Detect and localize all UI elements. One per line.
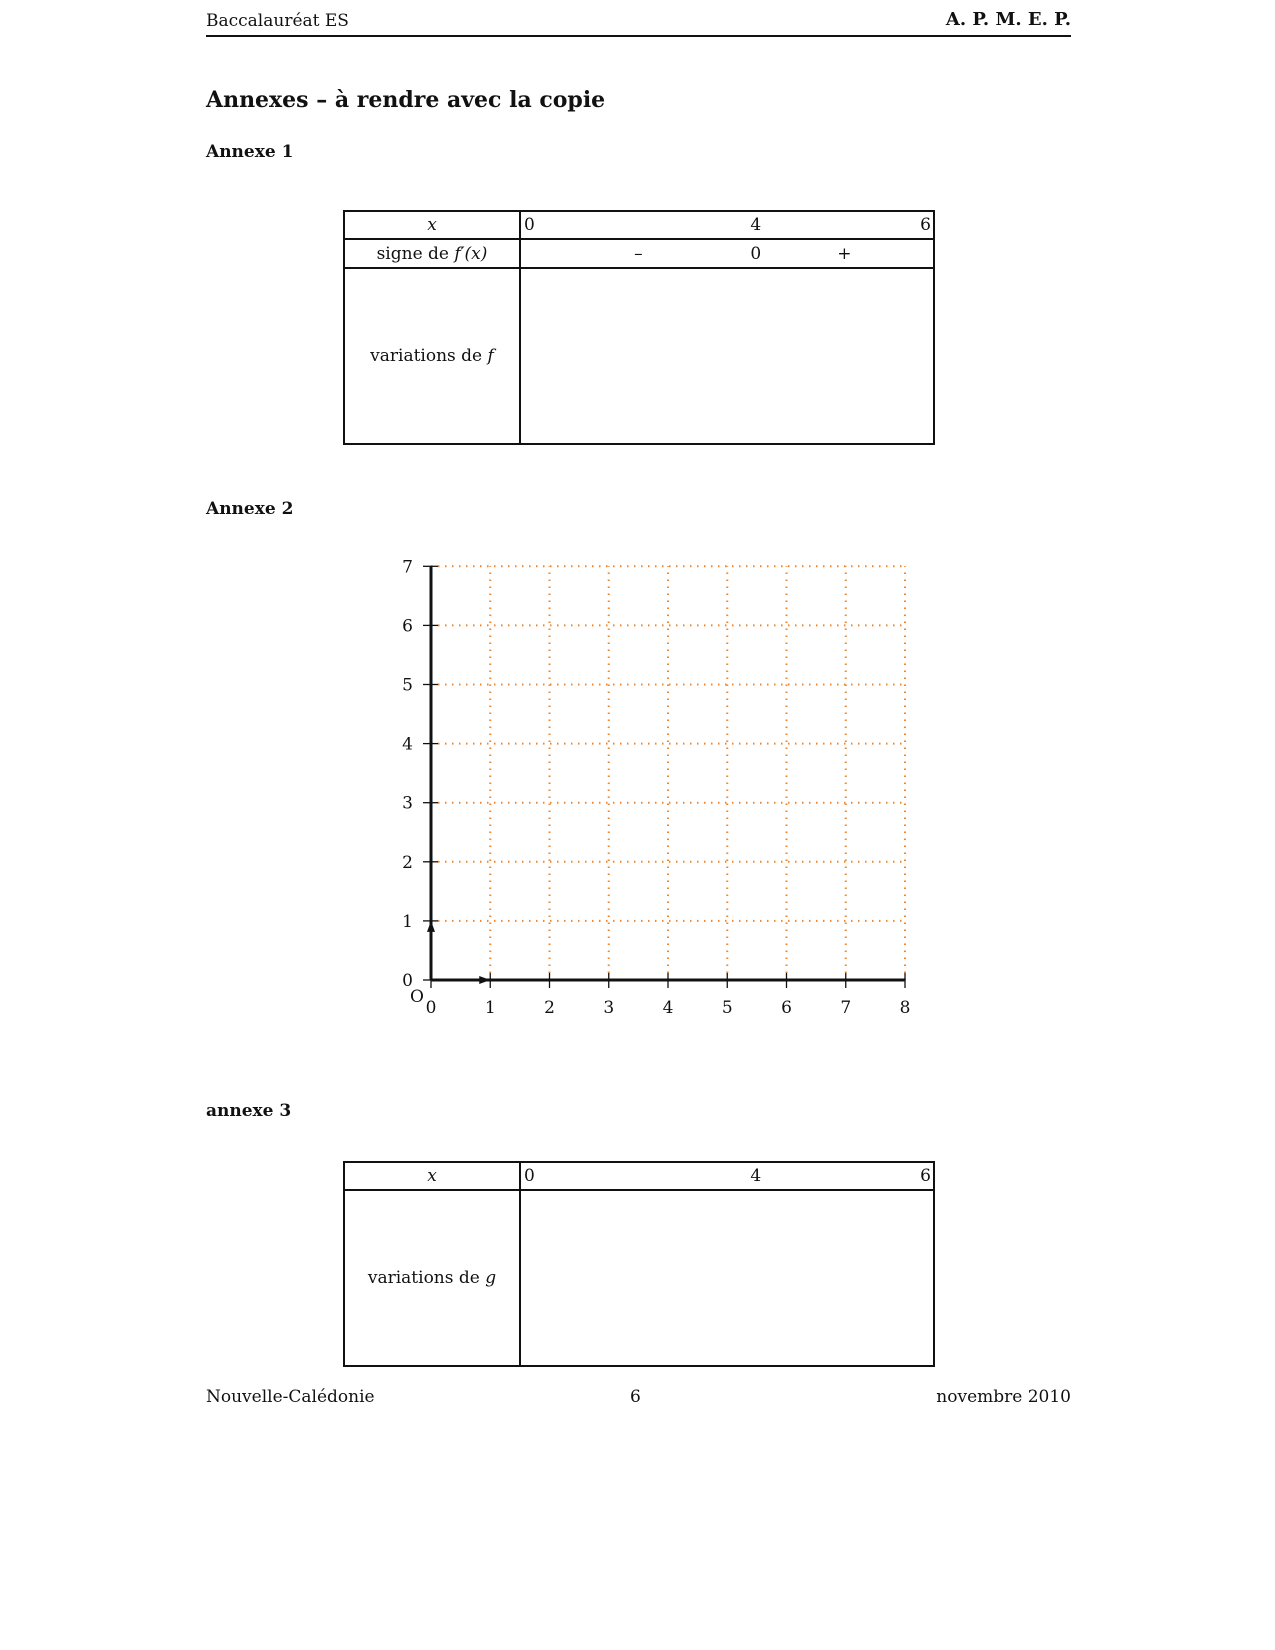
x-tick-label-8: 8 bbox=[899, 998, 911, 1018]
x-tick-label-7: 7 bbox=[840, 998, 852, 1018]
y-tick-label-7: 7 bbox=[402, 557, 413, 578]
annexe3-x0: 0 bbox=[524, 1166, 535, 1186]
annexe3-x2: 6 bbox=[920, 1166, 931, 1186]
page-title: Annexes – à rendre avec la copie bbox=[206, 87, 606, 113]
unit-vector-j-arrowhead bbox=[427, 921, 435, 932]
origin-label: O bbox=[410, 987, 424, 1007]
annexe1-sign-zero: 0 bbox=[750, 243, 762, 264]
annexe2-heading: Annexe 2 bbox=[206, 499, 294, 519]
footer-page-number: 6 bbox=[630, 1387, 641, 1407]
annexe3-variation-table bbox=[343, 1161, 935, 1367]
annexe1-sign-plus: + bbox=[837, 243, 852, 264]
x-tick-label-3: 3 bbox=[603, 998, 615, 1018]
annexe1-x2: 6 bbox=[920, 215, 931, 235]
annexe1-heading: Annexe 1 bbox=[206, 142, 294, 162]
header-right: A. P. M. E. P. bbox=[945, 9, 1071, 30]
x-tick-label-1: 1 bbox=[484, 998, 496, 1018]
annexe3-x-values bbox=[520, 1162, 934, 1190]
annexe1-x0: 0 bbox=[524, 215, 535, 235]
y-tick-label-0: 0 bbox=[402, 971, 413, 991]
annexe3-x-label: x bbox=[344, 1162, 520, 1190]
y-tick-label-3: 3 bbox=[402, 793, 413, 814]
y-tick-label-6: 6 bbox=[402, 616, 413, 637]
unit-vector-i-arrowhead bbox=[479, 976, 490, 984]
annexe3-variations-label: variations de g bbox=[344, 1190, 520, 1366]
annexe1-sign-minus: – bbox=[634, 243, 643, 264]
x-tick-label-0: 0 bbox=[425, 998, 437, 1018]
footer-left: Nouvelle-Calédonie bbox=[206, 1387, 375, 1407]
annexe1-sign-label: signe de f′(x) bbox=[344, 239, 520, 268]
y-tick-label-1: 1 bbox=[402, 911, 413, 932]
x-tick-label-2: 2 bbox=[544, 998, 555, 1018]
annexe3-x1: 4 bbox=[750, 1166, 762, 1186]
x-tick-label-4: 4 bbox=[662, 998, 674, 1018]
annexe3-variations-cell[interactable] bbox=[520, 1190, 934, 1366]
footer-right: novembre 2010 bbox=[936, 1387, 1071, 1407]
y-tick-label-2: 2 bbox=[402, 852, 413, 873]
annexe3-heading: annexe 3 bbox=[206, 1101, 292, 1121]
x-tick-label-5: 5 bbox=[721, 998, 733, 1018]
annexe1-x-label: x bbox=[344, 211, 520, 239]
annexe1-x1: 4 bbox=[750, 215, 762, 235]
y-tick-label-4: 4 bbox=[402, 734, 413, 755]
y-tick-label-5: 5 bbox=[402, 675, 413, 696]
header-left: Baccalauréat ES bbox=[206, 11, 349, 31]
annexe1-variations-label: variations de f bbox=[344, 268, 520, 444]
x-tick-label-6: 6 bbox=[781, 998, 792, 1018]
